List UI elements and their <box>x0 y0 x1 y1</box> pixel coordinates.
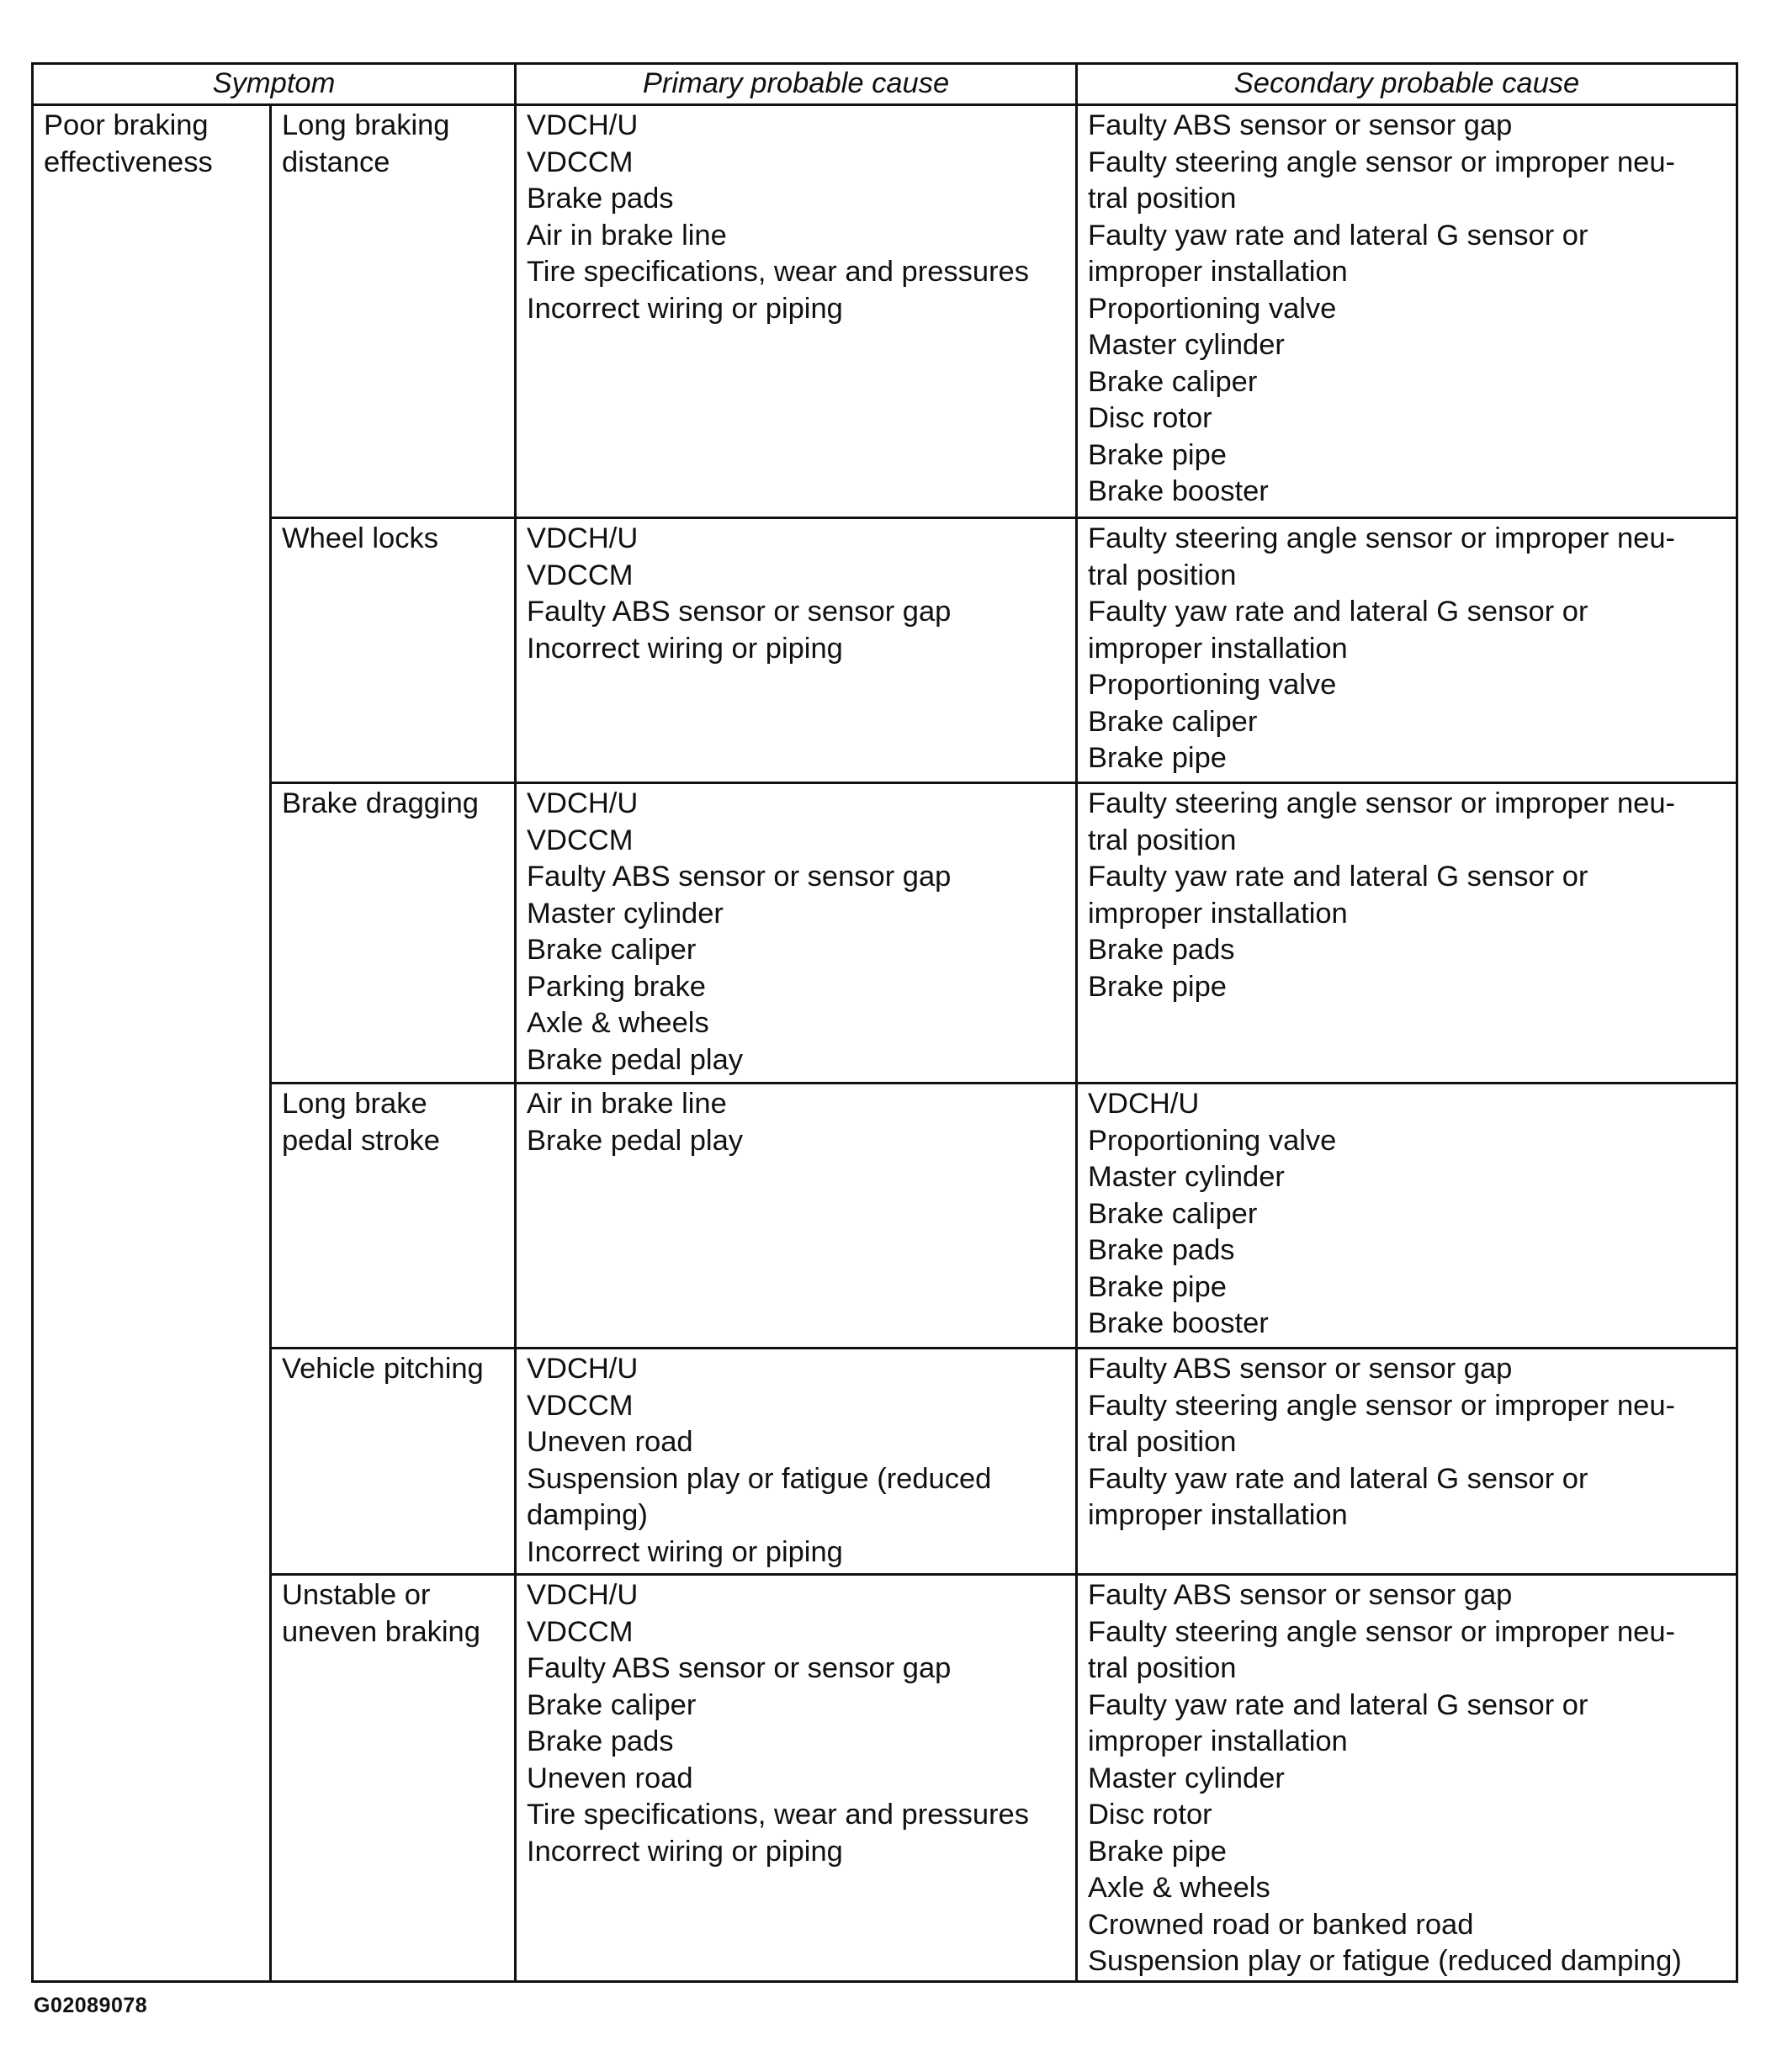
diagnosis-table <box>31 62 1738 1983</box>
primary-cause-cell <box>516 518 1077 783</box>
secondary-cause-cell-line: Faulty steering angle sensor or improper neu- <box>1088 787 1676 819</box>
table-row <box>33 783 1737 1084</box>
secondary-cause-cell-line: Disc rotor <box>1088 1799 1212 1831</box>
primary-cause-cell-line: Incorrect wiring or piping <box>527 1535 843 1568</box>
secondary-cause-cell-line: Faulty steering angle sensor or improper neu- <box>1088 522 1676 554</box>
primary-cause-cell-line: Faulty ABS sensor or sensor gap <box>527 1652 952 1684</box>
primary-cause-cell-line: Air in brake line <box>527 219 727 252</box>
secondary-cause-cell-line: Faulty yaw rate and lateral G sensor or <box>1088 861 1588 893</box>
primary-cause-cell <box>516 783 1077 1084</box>
table-body <box>33 105 1737 1982</box>
symptom-cell-line: Long braking <box>282 109 450 141</box>
secondary-cause-cell-line: Crowned road or banked road <box>1088 1908 1474 1941</box>
secondary-cause-cell-line: VDCH/U <box>1088 1088 1200 1120</box>
symptom-cell <box>271 1084 516 1349</box>
secondary-cause-cell-line: tral position <box>1088 1652 1237 1684</box>
table-row <box>33 105 1737 518</box>
table-row <box>33 518 1737 783</box>
header-row <box>33 64 1737 105</box>
category-cell <box>33 105 271 1982</box>
secondary-cause-cell-line: improper installation <box>1088 256 1348 288</box>
symptom-cell <box>271 783 516 1084</box>
table-row <box>33 1575 1737 1982</box>
secondary-cause-cell-line: improper installation <box>1088 1499 1348 1531</box>
symptom-cell <box>271 105 516 518</box>
primary-cause-cell-line: damping) <box>527 1499 648 1531</box>
primary-cause-cell-line: Brake pedal play <box>527 1043 744 1076</box>
table-row <box>33 1084 1737 1349</box>
secondary-cause-cell-line: Suspension play or fatigue (reduced damping) <box>1088 1945 1682 1977</box>
secondary-cause-cell <box>1077 105 1737 518</box>
secondary-cause-cell-line: tral position <box>1088 559 1237 591</box>
secondary-cause-cell-line: Brake pipe <box>1088 970 1227 1003</box>
primary-cause-cell-line: Brake pedal play <box>527 1124 744 1157</box>
primary-cause-cell-line: Incorrect wiring or piping <box>527 1835 843 1868</box>
secondary-cause-cell-line: Brake pipe <box>1088 1270 1227 1303</box>
primary-cause-cell-line: Incorrect wiring or piping <box>527 292 843 325</box>
primary-cause-cell-line: Brake caliper <box>527 1688 697 1721</box>
secondary-cause-cell-line: Disc rotor <box>1088 402 1212 434</box>
secondary-cause-cell-line: tral position <box>1088 183 1237 215</box>
secondary-cause-cell-line: Faulty steering angle sensor or improper neu- <box>1088 1389 1676 1422</box>
secondary-cause-cell <box>1077 1575 1737 1982</box>
primary-cause-cell <box>516 105 1077 518</box>
secondary-cause-cell-line: Faulty steering angle sensor or improper neu- <box>1088 146 1676 178</box>
secondary-cause-cell-line: Brake booster <box>1088 1307 1269 1339</box>
symptom-cell-line: uneven braking <box>282 1615 480 1648</box>
primary-cause-cell <box>516 1575 1077 1982</box>
primary-cause-cell-line: Axle & wheels <box>527 1007 709 1039</box>
secondary-cause-cell-line: Brake booster <box>1088 475 1269 507</box>
primary-cause-cell-line: Uneven road <box>527 1426 693 1458</box>
symptom-cell-line: Wheel locks <box>282 522 438 554</box>
primary-cause-cell <box>516 1349 1077 1575</box>
secondary-cause-cell <box>1077 783 1737 1084</box>
primary-cause-cell-line: Brake pads <box>527 183 674 215</box>
primary-cause-cell-line: Parking brake <box>527 970 706 1003</box>
primary-cause-cell-line: VDCCM <box>527 824 634 856</box>
secondary-cause-cell-line: Master cylinder <box>1088 329 1285 361</box>
primary-cause-cell-line: VDCH/U <box>527 522 639 554</box>
secondary-cause-cell-line: tral position <box>1088 824 1237 856</box>
symptom-cell-line: Unstable or <box>282 1579 431 1611</box>
secondary-cause-cell-line: Proportioning valve <box>1088 669 1337 701</box>
secondary-cause-cell-line: Faulty yaw rate and lateral G sensor or <box>1088 596 1588 628</box>
secondary-cause-cell-line: improper installation <box>1088 1725 1348 1757</box>
secondary-cause-cell-line: Faulty ABS sensor or sensor gap <box>1088 1353 1513 1385</box>
symptom-cell-line: pedal stroke <box>282 1124 440 1157</box>
secondary-cause-cell-line: Master cylinder <box>1088 1762 1285 1794</box>
secondary-cause-cell-line: tral position <box>1088 1426 1237 1458</box>
primary-cause-cell-line: Faulty ABS sensor or sensor gap <box>527 861 952 893</box>
secondary-cause-cell-line: improper installation <box>1088 897 1348 930</box>
primary-cause-cell-line: Uneven road <box>527 1762 693 1794</box>
symptom-cell-line: Long brake <box>282 1088 427 1120</box>
primary-cause-cell-line: VDCCM <box>527 1389 634 1422</box>
secondary-cause-cell-line: Axle & wheels <box>1088 1872 1270 1904</box>
table-row <box>33 1349 1737 1575</box>
secondary-cause-cell-line: Brake pads <box>1088 934 1235 966</box>
primary-cause-cell-line: VDCCM <box>527 1615 634 1648</box>
secondary-cause-cell-line: Faulty yaw rate and lateral G sensor or <box>1088 1688 1588 1721</box>
secondary-cause-cell-line: Brake pads <box>1088 1234 1235 1266</box>
secondary-cause-cell-line: Faulty yaw rate and lateral G sensor or <box>1088 219 1588 252</box>
primary-cause-cell-line: VDCH/U <box>527 1579 639 1611</box>
secondary-cause-cell-line: Brake caliper <box>1088 365 1258 398</box>
secondary-cause-cell <box>1077 518 1737 783</box>
secondary-cause-cell-line: Brake caliper <box>1088 705 1258 738</box>
secondary-cause-cell-line: Faulty ABS sensor or sensor gap <box>1088 109 1513 141</box>
primary-cause-cell-line: VDCCM <box>527 146 634 178</box>
secondary-cause-cell-line: Faulty ABS sensor or sensor gap <box>1088 1579 1513 1611</box>
primary-cause-cell-line: Brake caliper <box>527 934 697 966</box>
primary-cause-cell-line: VDCCM <box>527 559 634 591</box>
primary-cause-cell-line: Incorrect wiring or piping <box>527 632 843 665</box>
figure-id: G02089078 <box>34 1994 148 2017</box>
primary-cause-cell-line: Master cylinder <box>527 897 724 930</box>
secondary-cause-cell-line: Brake caliper <box>1088 1197 1258 1230</box>
primary-cause-cell-line: Tire specifications, wear and pressures <box>527 256 1029 288</box>
secondary-cause-cell-line: Master cylinder <box>1088 1161 1285 1193</box>
secondary-cause-cell-line: Brake pipe <box>1088 438 1227 471</box>
symptom-cell-line: Brake dragging <box>282 787 479 819</box>
header-secondary-cause: Secondary probable cause <box>1077 64 1737 105</box>
symptom-cell-line: Vehicle pitching <box>282 1353 484 1385</box>
symptom-cell <box>271 518 516 783</box>
secondary-cause-cell <box>1077 1349 1737 1575</box>
primary-cause-cell <box>516 1084 1077 1349</box>
primary-cause-cell-line: Suspension play or fatigue (reduced <box>527 1462 992 1495</box>
secondary-cause-cell-line: improper installation <box>1088 632 1348 665</box>
symptom-cell <box>271 1575 516 1982</box>
secondary-cause-cell-line: Proportioning valve <box>1088 292 1337 325</box>
primary-cause-cell-line: Air in brake line <box>527 1088 727 1120</box>
secondary-cause-cell <box>1077 1084 1737 1349</box>
secondary-cause-cell-line: Faulty yaw rate and lateral G sensor or <box>1088 1462 1588 1495</box>
symptom-cell <box>271 1349 516 1575</box>
secondary-cause-cell-line: Brake pipe <box>1088 1835 1227 1868</box>
secondary-cause-cell-line: Brake pipe <box>1088 742 1227 774</box>
category-cell-line: effectiveness <box>44 146 213 178</box>
header-primary-cause: Primary probable cause <box>516 64 1077 105</box>
primary-cause-cell-line: Tire specifications, wear and pressures <box>527 1799 1029 1831</box>
primary-cause-cell-line: VDCH/U <box>527 1353 639 1385</box>
header-symptom: Symptom <box>33 64 516 105</box>
primary-cause-cell-line: VDCH/U <box>527 109 639 141</box>
primary-cause-cell-line: Brake pads <box>527 1725 674 1757</box>
secondary-cause-cell-line: Faulty steering angle sensor or improper neu- <box>1088 1615 1676 1648</box>
secondary-cause-cell-line: Proportioning valve <box>1088 1124 1337 1157</box>
primary-cause-cell-line: VDCH/U <box>527 787 639 819</box>
symptom-cell-line: distance <box>282 146 390 178</box>
primary-cause-cell-line: Faulty ABS sensor or sensor gap <box>527 596 952 628</box>
category-cell-line: Poor braking <box>44 109 209 141</box>
